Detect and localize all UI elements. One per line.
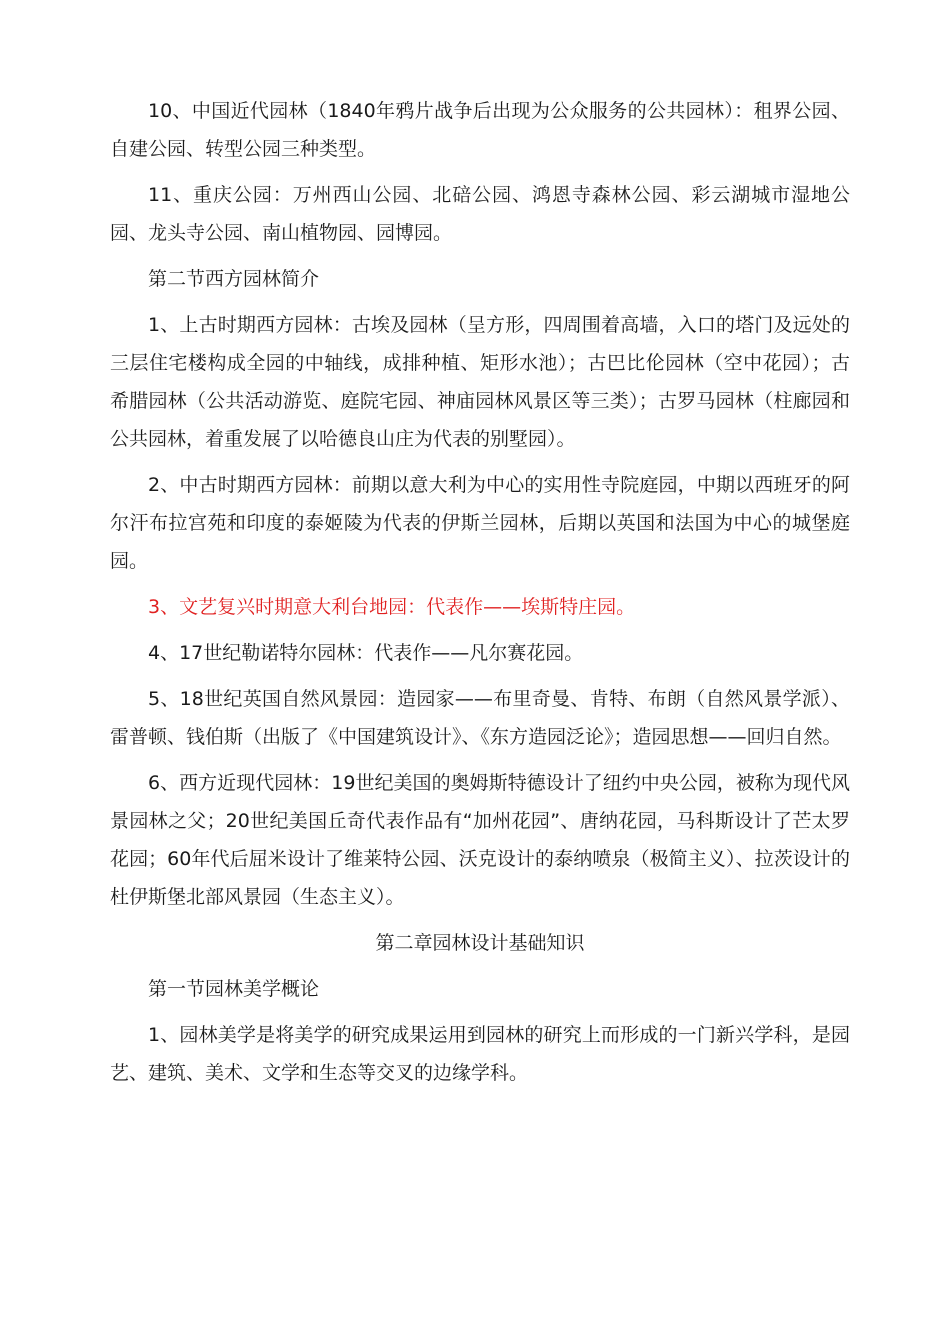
section-heading-western-gardens: 第二节西方园林简介 (148, 268, 320, 290)
paragraph-modern-western-gardens: 6、西方近现代园林：19世纪美国的奥姆斯特德设计了纽约中央公园，被称为现代风景园林之父；20世纪美国丘奇代表作品有“加州花园”、唐纳花园，马科斯设计了芒太罗花园；60年代后屈米设计了维莱特公园、沃克设计的泰纳喷泉（极简主义）、拉茨设计的杜伊斯堡北部风景园（生态主义）。 (110, 772, 850, 908)
paragraph-medieval-western-gardens: 2、中古时期西方园林：前期以意大利为中心的实用性寺院庭园，中期以西班牙的阿尔汗布拉宫苑和印度的泰姬陵为代表的伊斯兰园林，后期以英国和法国为中心的城堡庭园。 (110, 474, 850, 572)
chapter-heading-design-basics: 第二章园林设计基础知识 (375, 932, 585, 954)
paragraph-chongqing-parks: 11、重庆公园：万州西山公园、北碚公园、鸿恩寺森林公园、彩云湖城市湿地公园、龙头寺公园、南山植物园、园博园。 (110, 184, 850, 244)
section-heading-garden-aesthetics: 第一节园林美学概论 (148, 978, 320, 1000)
paragraph-renaissance-italian-gardens: 3、文艺复兴时期意大利台地园：代表作——埃斯特庄园。 (148, 596, 636, 618)
paragraph-garden-aesthetics-definition: 1、园林美学是将美学的研究成果运用到园林的研究上而形成的一门新兴学科，是园艺、建筑、美术、文学和生态等交叉的边缘学科。 (110, 1024, 850, 1084)
document-body (110, 92, 850, 1092)
paragraph-le-notre-gardens: 4、17世纪勒诺特尔园林：代表作——凡尔赛花园。 (148, 642, 584, 664)
paragraph-modern-chinese-gardens: 10、中国近代园林（1840年鸦片战争后出现为公众服务的公共园林）：租界公园、自建公园、转型公园三种类型。 (110, 100, 850, 160)
paragraph-ancient-western-gardens: 1、上古时期西方园林：古埃及园林（呈方形，四周围着高墙，入口的塔门及远处的三层住宅楼构成全园的中轴线，成排种植、矩形水池）；古巴比伦园林（空中花园）；古希腊园林（公共活动游览、庭院宅园、神庙园林风景区等三类）；古罗马园林（柱廊园和公共园林，着重发展了以哈德良山庄为代表的别墅园）。 (110, 314, 850, 450)
paragraph-english-landscape-gardens: 5、18世纪英国自然风景园：造园家——布里奇曼、肯特、布朗（自然风景学派）、雷普顿、钱伯斯（出版了《中国建筑设计》、《东方造园泛论》；造园思想——回归自然。 (110, 688, 850, 748)
